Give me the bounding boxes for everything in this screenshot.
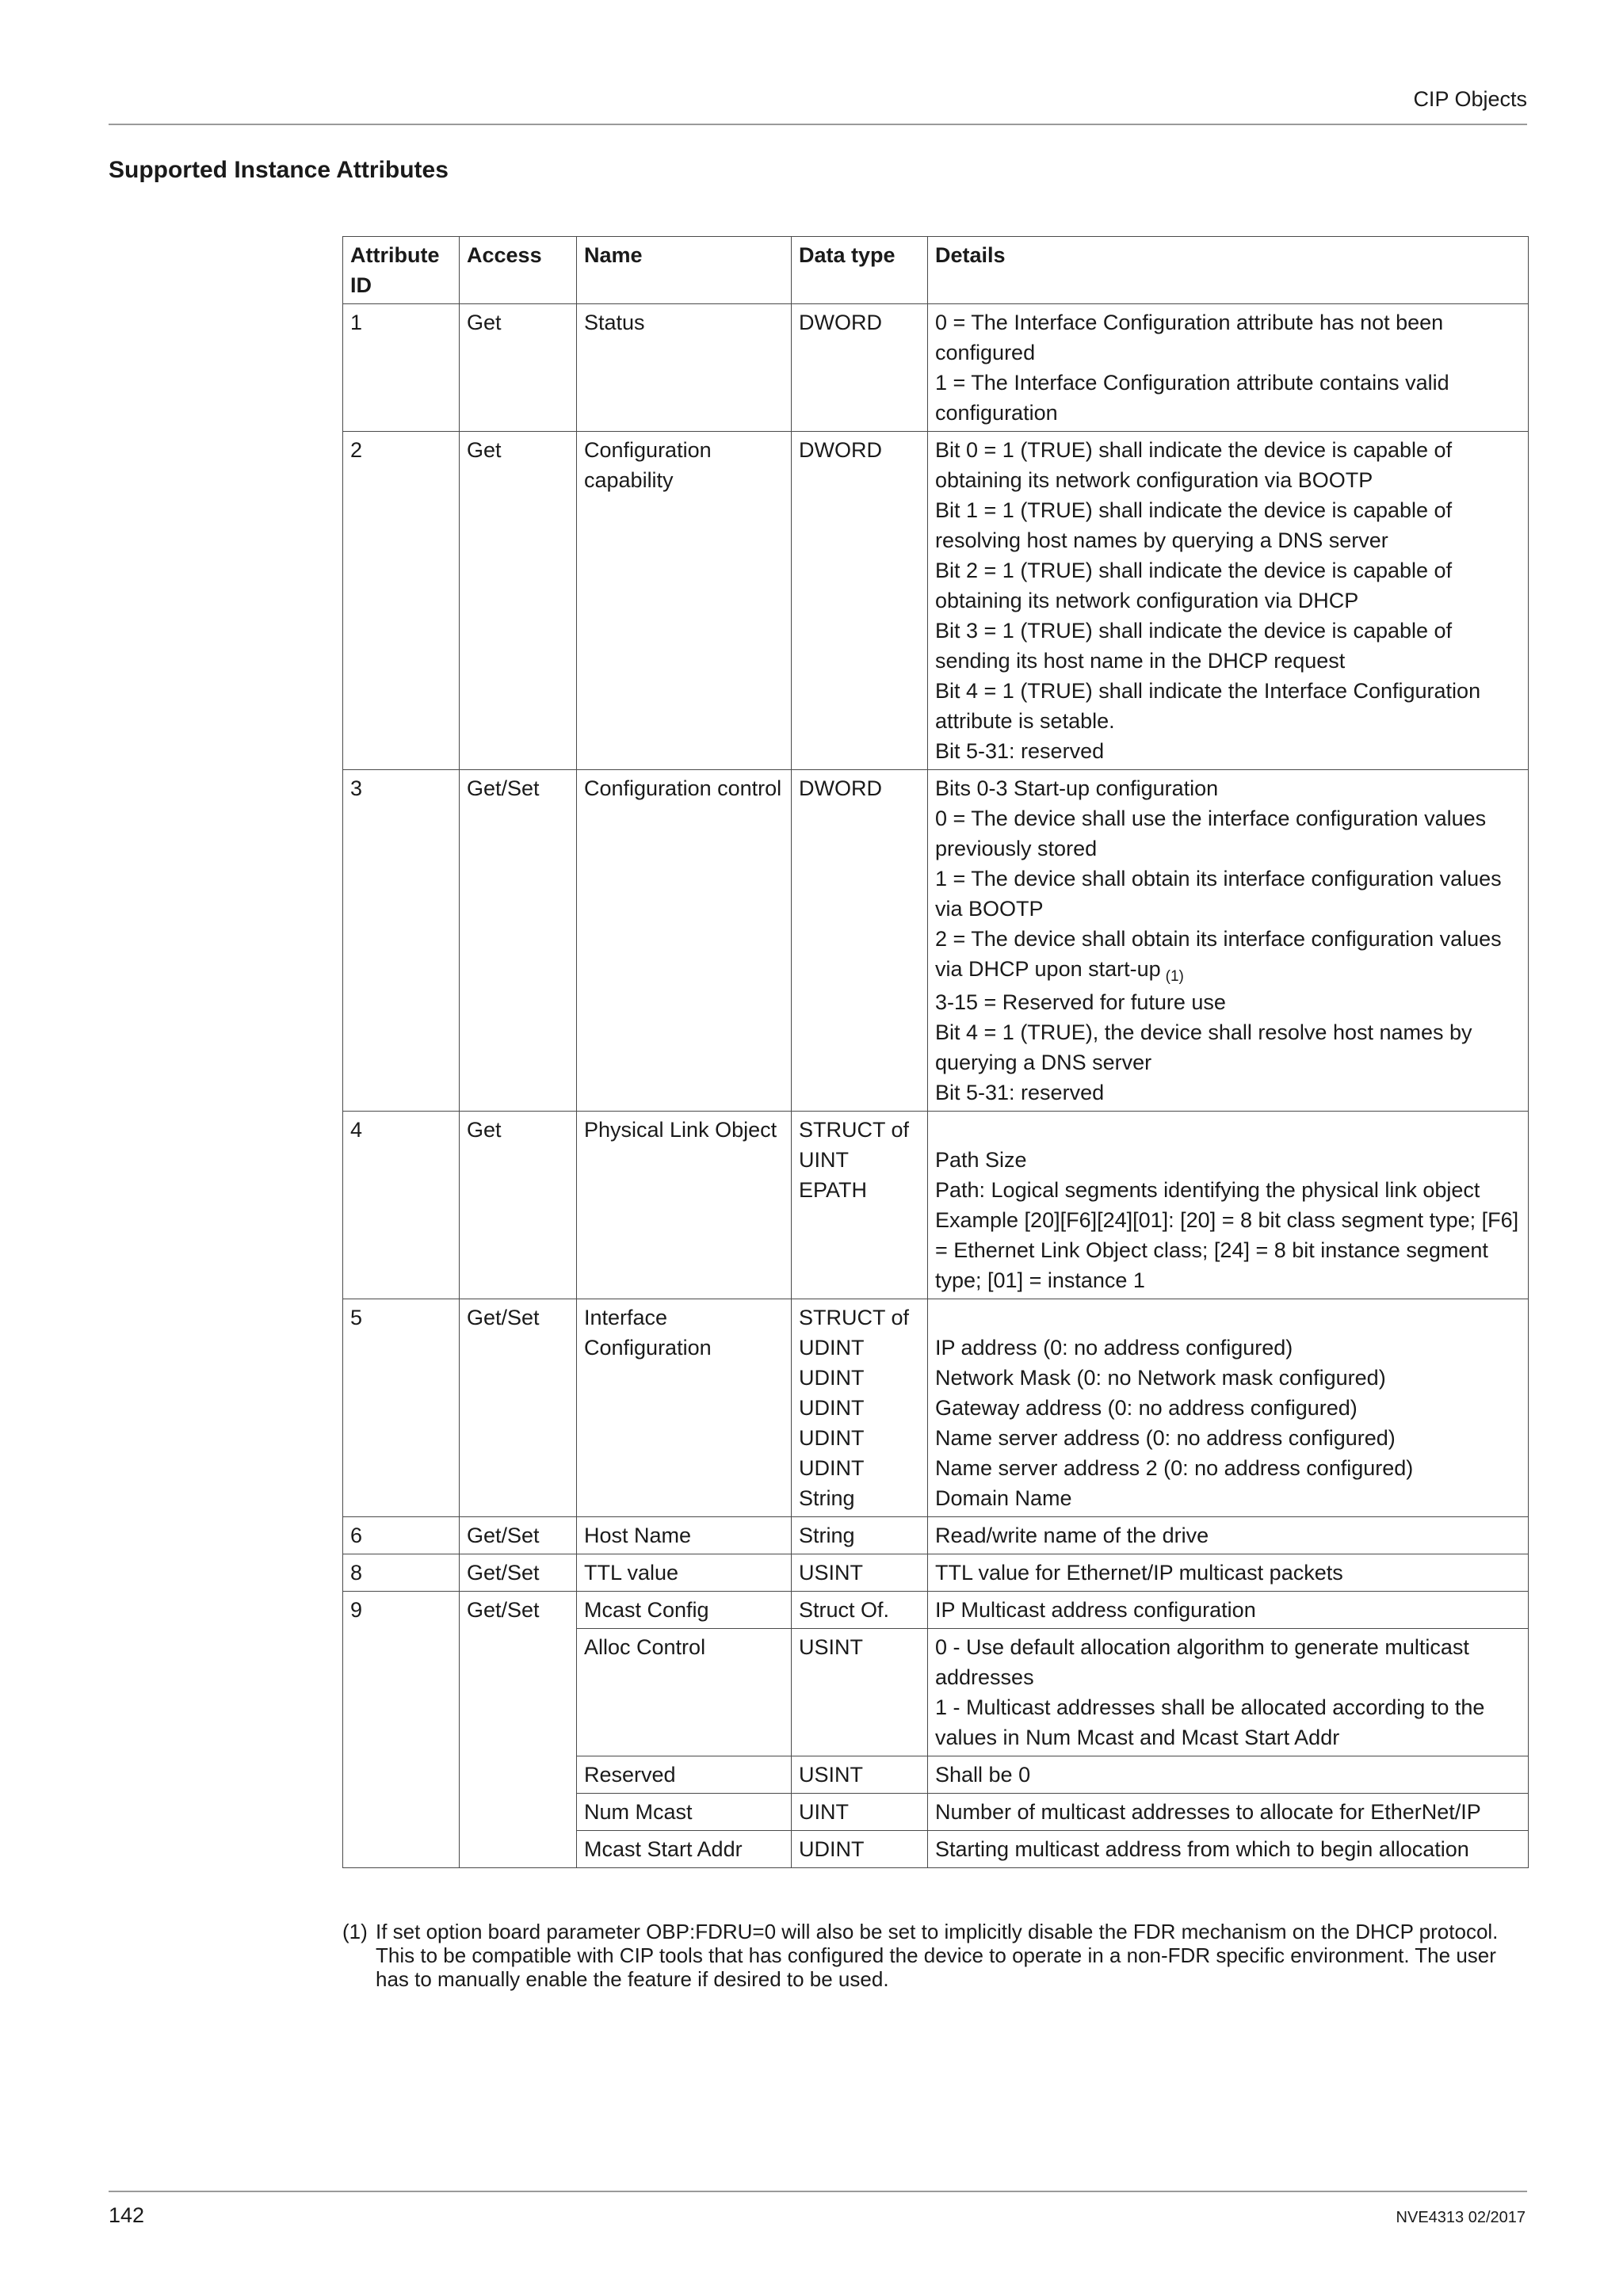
data-type-line: DWORD	[799, 438, 882, 462]
detail-line: Read/write name of the drive	[935, 1524, 1209, 1547]
detail-line: Number of multicast addresses to allocate for EtherNet/IP	[935, 1800, 1481, 1824]
cell-data-type	[792, 1831, 928, 1868]
cell-attribute-id: 3	[343, 770, 460, 1112]
cell-name: Num Mcast	[577, 1794, 792, 1831]
footnote-reference: (1)	[1165, 968, 1184, 985]
detail-line: 0 - Use default allocation algorithm to generate multicast addresses	[935, 1635, 1469, 1689]
detail-line: Bit 1 = 1 (TRUE) shall indicate the device is capable of resolving host names by querying a DNS server	[935, 498, 1453, 552]
cell-name: Status	[577, 304, 792, 432]
data-type-line: USINT	[799, 1763, 863, 1787]
cell-access: Get/Set	[460, 1554, 577, 1592]
detail-line: 1 = The Interface Configuration attribute contains valid configuration	[935, 371, 1449, 425]
data-type-line: Struct Of.	[799, 1598, 890, 1622]
data-type-line: UINT	[799, 1148, 849, 1172]
cell-data-type	[792, 1299, 928, 1517]
cell-access: Get/Set	[460, 1299, 577, 1517]
header-divider	[109, 124, 1527, 125]
detail-line: Bit 5-31: reserved	[935, 739, 1105, 763]
detail-line: IP address (0: no address configured)	[935, 1336, 1293, 1360]
header-details: Details	[928, 237, 1529, 304]
document-reference: NVE4313 02/2017	[1396, 2209, 1526, 2226]
detail-line: Path Size	[935, 1148, 1027, 1172]
cell-details	[928, 432, 1529, 770]
detail-line: 0 = The device shall use the interface configuration values previously stored	[935, 807, 1487, 860]
detail-line: Shall be 0	[935, 1763, 1031, 1787]
data-type-line: DWORD	[799, 776, 882, 800]
section-title: Supported Instance Attributes	[109, 157, 449, 183]
detail-line: 1 = The device shall obtain its interface configuration values via BOOTP	[935, 867, 1502, 921]
detail-line: Domain Name	[935, 1486, 1072, 1510]
data-type-line: UDINT	[799, 1396, 865, 1420]
header-attribute-id: Attribute ID	[343, 237, 460, 304]
cell-access: Get/Set	[460, 1517, 577, 1554]
table-row-attribute-6	[343, 1517, 1529, 1554]
data-type-line: STRUCT of	[799, 1306, 910, 1329]
cell-name: Reserved	[577, 1756, 792, 1794]
cell-name: TTL value	[577, 1554, 792, 1592]
footnote-mark: (1)	[342, 1920, 368, 1943]
cell-data-type	[792, 1112, 928, 1299]
detail-line: Starting multicast address from which to begin allocation	[935, 1837, 1469, 1861]
cell-access: Get/Set	[460, 770, 577, 1112]
data-type-line: UDINT	[799, 1366, 865, 1390]
detail-line: Bits 0-3 Start-up configuration	[935, 776, 1219, 800]
data-type-line: UINT	[799, 1800, 849, 1824]
detail-line: 3-15 = Reserved for future use	[935, 990, 1226, 1014]
detail-line: Name server address 2 (0: no address configured)	[935, 1456, 1414, 1480]
data-type-line: UDINT	[799, 1456, 865, 1480]
cell-access: Get	[460, 304, 577, 432]
cell-name: Configuration capability	[577, 432, 792, 770]
cell-name: Host Name	[577, 1517, 792, 1554]
detail-line: Bit 3 = 1 (TRUE) shall indicate the device is capable of sending its host name in the DHCP request	[935, 619, 1453, 673]
detail-line: Bit 2 = 1 (TRUE) shall indicate the device is capable of obtaining its network configuration via DHCP	[935, 559, 1453, 612]
detail-line: Network Mask (0: no Network mask configured)	[935, 1366, 1386, 1390]
cell-data-type	[792, 432, 928, 770]
footer-divider	[109, 2191, 1527, 2192]
detail-line: 1 - Multicast addresses shall be allocated according to the values in Num Mcast and Mcast Start Addr	[935, 1695, 1485, 1749]
cell-details	[928, 304, 1529, 432]
cell-attribute-id: 9	[343, 1592, 460, 1868]
instance-attributes-table	[342, 236, 1529, 1868]
detail-text: 2 = The device shall obtain its interface configuration values via DHCP upon start-up	[935, 927, 1502, 981]
table-row-attribute-3	[343, 770, 1529, 1112]
cell-attribute-id: 4	[343, 1112, 460, 1299]
header-data-type: Data type	[792, 237, 928, 304]
data-type-line: USINT	[799, 1561, 863, 1585]
cell-data-type	[792, 1517, 928, 1554]
cell-name: Alloc Control	[577, 1629, 792, 1756]
data-type-line: DWORD	[799, 311, 882, 334]
cell-data-type	[792, 1554, 928, 1592]
cell-details	[928, 1629, 1529, 1756]
table-row-attribute-5	[343, 1299, 1529, 1517]
detail-line: Name server address (0: no address configured)	[935, 1426, 1396, 1450]
cell-name: Physical Link Object	[577, 1112, 792, 1299]
table-row-attribute-1	[343, 304, 1529, 432]
cell-details	[928, 1299, 1529, 1517]
detail-spacer	[935, 1302, 1521, 1333]
cell-details	[928, 1554, 1529, 1592]
cell-name: Mcast Start Addr	[577, 1831, 792, 1868]
data-type-line: EPATH	[799, 1178, 868, 1202]
cell-access: Get	[460, 1112, 577, 1299]
cell-attribute-id: 8	[343, 1554, 460, 1592]
detail-line: TTL value for Ethernet/IP multicast packets	[935, 1561, 1343, 1585]
detail-spacer	[935, 1115, 1521, 1145]
table-row-attribute-2	[343, 432, 1529, 770]
data-type-line: UDINT	[799, 1426, 865, 1450]
cell-attribute-id: 2	[343, 432, 460, 770]
header-access: Access	[460, 237, 577, 304]
detail-line	[935, 924, 1521, 987]
detail-line: Bit 5-31: reserved	[935, 1081, 1105, 1104]
cell-data-type	[792, 304, 928, 432]
cell-name: Interface Configuration	[577, 1299, 792, 1517]
detail-line: Bit 4 = 1 (TRUE) shall indicate the Interface Configuration attribute is setable.	[935, 679, 1481, 733]
cell-access: Get/Set	[460, 1592, 577, 1868]
cell-details	[928, 1831, 1529, 1868]
data-type-line: STRUCT of	[799, 1118, 910, 1142]
detail-line: Bit 4 = 1 (TRUE), the device shall resolve host names by querying a DNS server	[935, 1020, 1472, 1074]
cell-name: Configuration control	[577, 770, 792, 1112]
detail-line: Path: Logical segments identifying the physical link object Example [20][F6][24][01]: [20] = 8 bit class segment type; [F6] = Ethernet Link Object class; [24] = 8 bit instance segment type; [01] = instance 1	[935, 1178, 1519, 1292]
table-row-attribute-4	[343, 1112, 1529, 1299]
table-header-row	[343, 237, 1529, 304]
cell-access: Get	[460, 432, 577, 770]
cell-data-type	[792, 1592, 928, 1629]
cell-details	[928, 1794, 1529, 1831]
cell-details	[928, 1112, 1529, 1299]
data-type-line: String	[799, 1524, 855, 1547]
cell-attribute-id: 1	[343, 304, 460, 432]
data-type-line: String	[799, 1486, 855, 1510]
page-number: 142	[109, 2203, 145, 2227]
cell-attribute-id: 6	[343, 1517, 460, 1554]
detail-line: Bit 0 = 1 (TRUE) shall indicate the device is capable of obtaining its network configuration via BOOTP	[935, 438, 1453, 492]
cell-data-type	[792, 1629, 928, 1756]
table-row-attribute-8	[343, 1554, 1529, 1592]
footnote	[342, 1920, 1531, 1991]
table-row-attribute-9	[343, 1592, 1529, 1629]
detail-line: Gateway address (0: no address configured)	[935, 1396, 1358, 1420]
cell-details	[928, 1756, 1529, 1794]
header-name: Name	[577, 237, 792, 304]
data-type-line: UDINT	[799, 1336, 865, 1360]
data-type-line: UDINT	[799, 1837, 865, 1861]
cell-name: Mcast Config	[577, 1592, 792, 1629]
cell-attribute-id: 5	[343, 1299, 460, 1517]
detail-line: IP Multicast address configuration	[935, 1598, 1256, 1622]
cell-details	[928, 1517, 1529, 1554]
chapter-title: CIP Objects	[1413, 87, 1527, 111]
cell-data-type	[792, 1756, 928, 1794]
detail-line: 0 = The Interface Configuration attribute has not been configured	[935, 311, 1444, 364]
cell-data-type	[792, 770, 928, 1112]
footnote-text: If set option board parameter OBP:FDRU=0 will also be set to implicitly disable the FDR mechanism on the DHCP protocol. This to be compatible with CIP tools that has configured the device to operate in a non-FDR specific environment. The user has to manually enable the feature if desired to be used.	[376, 1920, 1499, 1991]
cell-data-type	[792, 1794, 928, 1831]
cell-details	[928, 770, 1529, 1112]
cell-details	[928, 1592, 1529, 1629]
data-type-line: USINT	[799, 1635, 863, 1659]
